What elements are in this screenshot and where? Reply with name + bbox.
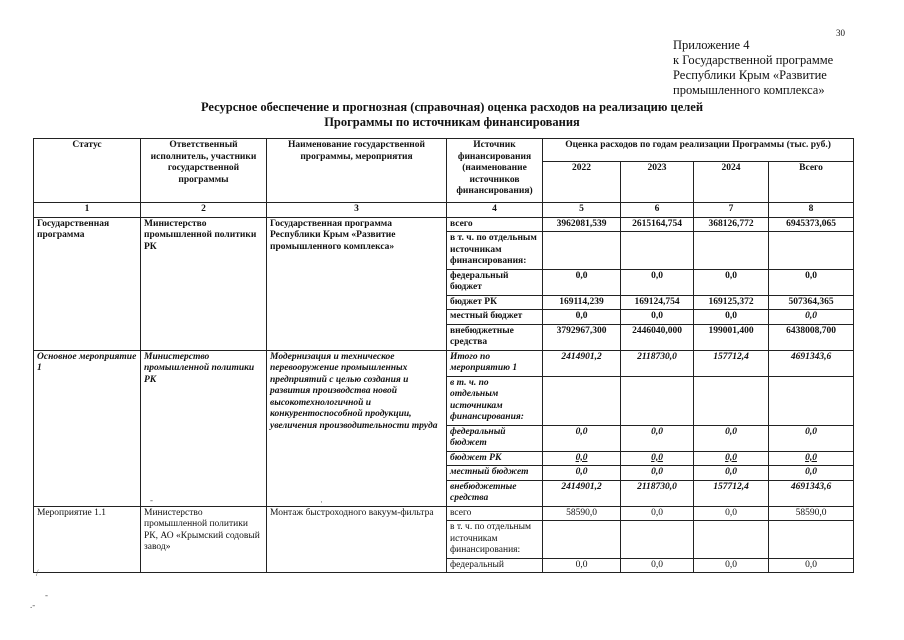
value-2023: 0,0 [621, 558, 694, 573]
column-number: 7 [694, 203, 769, 218]
value-2022: 169114,239 [543, 295, 621, 310]
row-name: Государственная программа Республики Крым «Развитие промышленного комплекса» [267, 217, 447, 350]
value-2024: 0,0 [694, 558, 769, 573]
value-2022: 2414901,2 [543, 480, 621, 506]
header-year-2024: 2024 [694, 162, 769, 203]
source-cell: Итого по мероприятию 1 [447, 350, 543, 376]
value-2022: 2414901,2 [543, 350, 621, 376]
source-cell: в т. ч. по отдельным источникам финансирования: [447, 376, 543, 425]
row-status: Государственная программа [34, 217, 141, 350]
value-2023: 0,0 [621, 451, 694, 466]
page-number: 30 [836, 28, 845, 38]
value-2023: 2118730,0 [621, 350, 694, 376]
scan-mark: / [36, 568, 39, 578]
value-2022: 0,0 [543, 558, 621, 573]
appendix-line: промышленного комплекса» [673, 83, 825, 97]
value-2022: 3962081,539 [543, 217, 621, 232]
row-name: Модернизация и техническое перевооружение промышленных предприятий с целью создания и развития производства новой высокотехнологичной и конкурентоспособной продукции, увеличения производительности труда [267, 350, 447, 506]
scan-mark: - [150, 495, 153, 505]
source-cell: федеральный бюджет [447, 269, 543, 295]
title-line: Ресурсное обеспечение и прогнозная (справочная) оценка расходов на реализацию целей [200, 100, 704, 114]
source-cell: всего [447, 217, 543, 232]
value-2023: 0,0 [621, 506, 694, 521]
value-total: 0,0 [769, 466, 854, 481]
value-2023: 0,0 [621, 466, 694, 481]
header-total: Всего [769, 162, 854, 203]
value-2022: 58590,0 [543, 506, 621, 521]
value-2022: 3792967,300 [543, 324, 621, 350]
document-title [0, 100, 904, 130]
scan-mark: · [320, 497, 323, 507]
value-total [769, 232, 854, 270]
header-status: Статус [34, 139, 141, 203]
row-executor: Министерство промышленной политики РК, АО «Крымский содовый завод» [141, 506, 267, 573]
column-number: 2 [141, 203, 267, 218]
value-total: 0,0 [769, 269, 854, 295]
value-2024: 199001,400 [694, 324, 769, 350]
value-total [769, 376, 854, 425]
table-row [34, 506, 854, 521]
value-2022: 0,0 [543, 425, 621, 451]
scan-mark: .- [30, 600, 36, 610]
value-2024: 157712,4 [694, 350, 769, 376]
value-total: 6945373,065 [769, 217, 854, 232]
scan-mark: - [45, 590, 48, 600]
source-cell: федеральный [447, 558, 543, 573]
resource-table [33, 138, 854, 573]
header-source: Источник финансирования (наименование источников финансирования) [447, 139, 543, 203]
table-row [34, 217, 854, 232]
source-cell: всего [447, 506, 543, 521]
value-2024: 0,0 [694, 425, 769, 451]
value-2023: 2615164,754 [621, 217, 694, 232]
appendix-line: Приложение 4 [673, 38, 750, 52]
value-2024 [694, 232, 769, 270]
appendix-line: Республики Крым «Развитие [673, 68, 827, 82]
appendix-note [673, 38, 833, 98]
table-header-row [34, 139, 854, 162]
column-number: 6 [621, 203, 694, 218]
source-cell: бюджет РК [447, 295, 543, 310]
value-total: 0,0 [769, 451, 854, 466]
source-cell: бюджет РК [447, 451, 543, 466]
row-status: Мероприятие 1.1 [34, 506, 141, 573]
value-2024: 0,0 [694, 506, 769, 521]
value-2022: 0,0 [543, 310, 621, 325]
value-2023: 2118730,0 [621, 480, 694, 506]
value-2024 [694, 376, 769, 425]
value-2023: 0,0 [621, 425, 694, 451]
value-2022: 0,0 [543, 451, 621, 466]
value-2022: 0,0 [543, 269, 621, 295]
value-2023 [621, 232, 694, 270]
column-number: 8 [769, 203, 854, 218]
row-status: Основное мероприятие 1 [34, 350, 141, 506]
value-2022 [543, 521, 621, 559]
table-row [34, 350, 854, 376]
column-number-row [34, 203, 854, 218]
value-total: 4691343,6 [769, 350, 854, 376]
value-2023 [621, 521, 694, 559]
header-executor: Ответственный исполнитель, участники государственной программы [141, 139, 267, 203]
value-2024: 0,0 [694, 451, 769, 466]
value-2024: 368126,772 [694, 217, 769, 232]
value-2022 [543, 232, 621, 270]
value-2024: 157712,4 [694, 480, 769, 506]
value-2024: 169125,372 [694, 295, 769, 310]
source-cell: местный бюджет [447, 466, 543, 481]
value-2024: 0,0 [694, 310, 769, 325]
value-total: 0,0 [769, 425, 854, 451]
title-line: Программы по источникам финансирования [324, 115, 580, 129]
value-2022: 0,0 [543, 466, 621, 481]
value-2024 [694, 521, 769, 559]
value-total: 507364,365 [769, 295, 854, 310]
header-year-2022: 2022 [543, 162, 621, 203]
column-number: 3 [267, 203, 447, 218]
value-2022 [543, 376, 621, 425]
value-2023: 0,0 [621, 269, 694, 295]
source-cell: в т. ч. по отдельным источникам финансирования: [447, 232, 543, 270]
value-2023 [621, 376, 694, 425]
column-number: 4 [447, 203, 543, 218]
source-cell: местный бюджет [447, 310, 543, 325]
value-total: 6438008,700 [769, 324, 854, 350]
source-cell: федеральный бюджет [447, 425, 543, 451]
row-executor: Министерство промышленной политики РК [141, 350, 267, 506]
value-total: 0,0 [769, 310, 854, 325]
value-total: 4691343,6 [769, 480, 854, 506]
value-total: 0,0 [769, 558, 854, 573]
source-cell: в т. ч. по отдельным источникам финансирования: [447, 521, 543, 559]
value-2024: 0,0 [694, 466, 769, 481]
value-2023: 2446040,000 [621, 324, 694, 350]
header-name: Наименование государственной программы, мероприятия [267, 139, 447, 203]
value-total [769, 521, 854, 559]
row-executor: Министерство промышленной политики РК [141, 217, 267, 350]
row-name: Монтаж быстроходного вакуум-фильтра [267, 506, 447, 573]
header-year-2023: 2023 [621, 162, 694, 203]
source-cell: внебюджетные средства [447, 324, 543, 350]
appendix-line: к Государственной программе [673, 53, 834, 67]
source-cell: внебюджетные средства [447, 480, 543, 506]
value-2024: 0,0 [694, 269, 769, 295]
value-2023: 0,0 [621, 310, 694, 325]
header-estimate: Оценка расходов по годам реализации Программы (тыс. руб.) [543, 139, 854, 162]
column-number: 1 [34, 203, 141, 218]
value-total: 58590,0 [769, 506, 854, 521]
value-2023: 169124,754 [621, 295, 694, 310]
column-number: 5 [543, 203, 621, 218]
